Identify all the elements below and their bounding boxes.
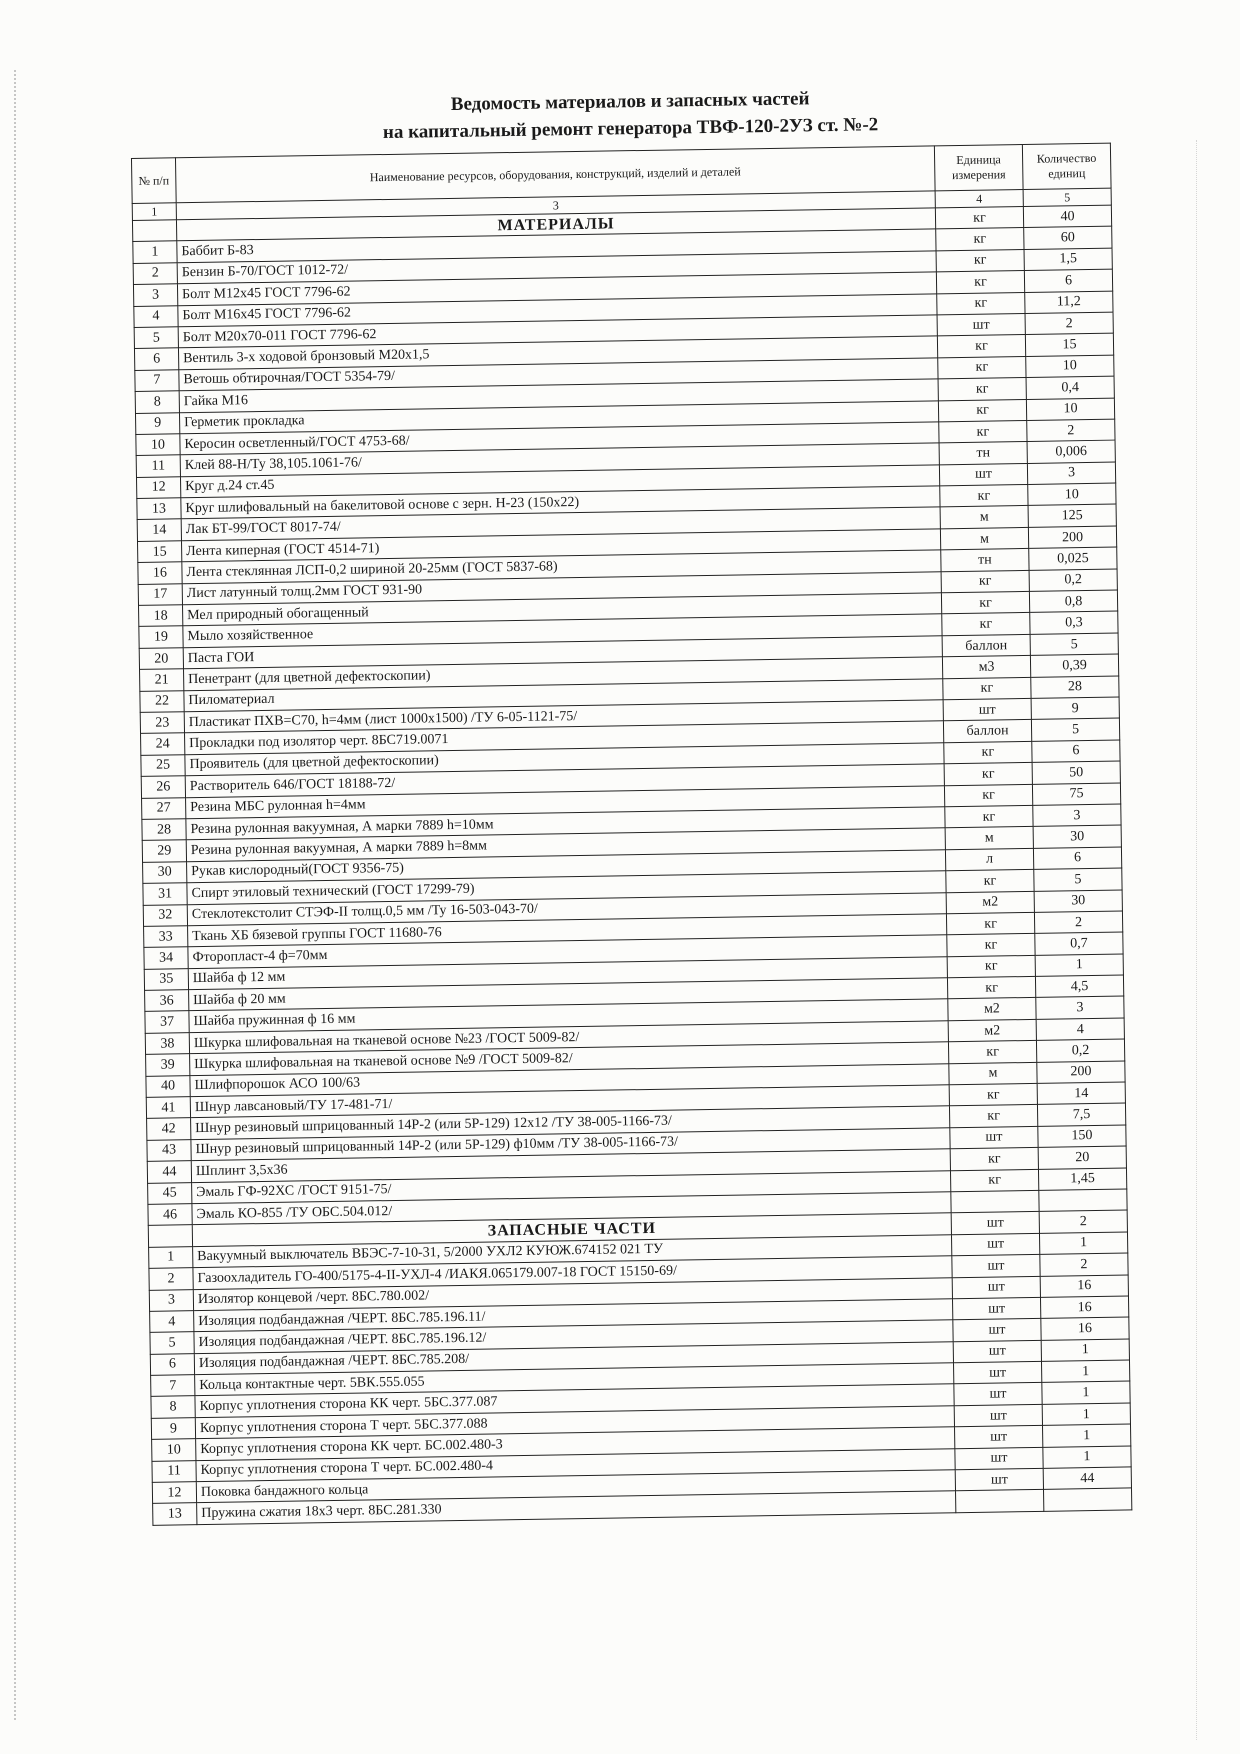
row-unit: шт xyxy=(953,1361,1041,1384)
row-number: 13 xyxy=(153,1503,197,1525)
row-unit: кг xyxy=(944,784,1032,807)
row-unit: кг xyxy=(949,1105,1037,1128)
row-number: 8 xyxy=(135,391,179,413)
row-quantity: 1 xyxy=(1042,1403,1130,1426)
section-qty: 40 xyxy=(1023,205,1111,228)
row-unit: кг xyxy=(938,399,1026,422)
row-number: 40 xyxy=(146,1075,190,1097)
row-name: Шкурка шлифовальная на тканевой основе №23 /ГОСТ 5009-82/ xyxy=(189,1021,948,1054)
row-name: Мыло хозяйственное xyxy=(183,614,942,647)
row-number: 23 xyxy=(140,712,184,734)
section-title: ЗАПАСНЫЕ ЧАСТИ xyxy=(192,1213,951,1246)
section-num-cell xyxy=(148,1225,192,1247)
row-name: Проявитель (для цветной дефектоскопии) xyxy=(185,743,944,776)
row-quantity: 16 xyxy=(1040,1274,1128,1297)
row-number: 2 xyxy=(133,263,177,285)
row-quantity: 60 xyxy=(1024,226,1112,249)
row-name: Корпус уплотнения сторона КК черт. БС.002.480-3 xyxy=(196,1427,955,1460)
row-number: 19 xyxy=(139,626,183,648)
row-quantity: 50 xyxy=(1032,761,1120,784)
row-quantity: 1 xyxy=(1039,1232,1127,1255)
row-name: Ткань ХБ бязевой группы ГОСТ 11680-76 xyxy=(188,914,947,947)
scan-edge-left xyxy=(14,70,20,1720)
row-quantity: 16 xyxy=(1041,1317,1129,1340)
row-name: Резина МБС рулонная h=4мм xyxy=(186,785,945,818)
row-unit: кг xyxy=(936,249,1024,272)
row-number: 12 xyxy=(136,476,180,498)
section-num-cell xyxy=(132,220,176,242)
row-name: Шкурка шлифовальная на тканевой основе №9 /ГОСТ 5009-82/ xyxy=(190,1042,949,1075)
row-unit: кг xyxy=(945,805,1033,828)
row-unit: м xyxy=(940,527,1028,550)
row-quantity: 75 xyxy=(1032,783,1120,806)
row-number: 16 xyxy=(138,562,182,584)
row-unit: м2 xyxy=(946,891,1034,914)
row-name: Лист латунный толщ.2мм ГОСТ 931-90 xyxy=(182,571,941,604)
row-unit: шт xyxy=(954,1383,1042,1406)
row-number: 5 xyxy=(150,1332,194,1354)
row-number: 33 xyxy=(144,926,188,948)
section-title: МАТЕРИАЛЫ xyxy=(176,208,935,241)
row-unit: шт xyxy=(952,1254,1040,1277)
row-unit: м3 xyxy=(942,656,1030,679)
row-unit: шт xyxy=(955,1426,1043,1449)
row-name: Мел природный обогащенный xyxy=(182,593,941,626)
row-name: Болт М20х70-011 ГОСТ 7796-62 xyxy=(178,315,937,348)
row-unit: кг xyxy=(937,292,1025,315)
header-name: Наименование ресурсов, оборудования, конструкций, изделий и деталей xyxy=(175,146,935,203)
row-number: 27 xyxy=(142,797,186,819)
row-name: Болт М16х45 ГОСТ 7796-62 xyxy=(178,293,937,326)
row-unit: кг xyxy=(949,1083,1037,1106)
row-number: 22 xyxy=(140,690,184,712)
row-name: Изолятор концевой /черт. 8БС.780.002/ xyxy=(193,1277,952,1310)
row-name: Вакуумный выключатель ВБЭС-7-10-31, 5/2000 УХЛ2 КУЮЖ.674152 021 ТУ xyxy=(193,1234,952,1267)
row-name: Пенетрант (для цветной дефектоскопии) xyxy=(184,657,943,690)
row-quantity: 1 xyxy=(1043,1446,1131,1469)
row-number: 36 xyxy=(145,990,189,1012)
row-number: 6 xyxy=(134,348,178,370)
document-sheet xyxy=(130,81,1132,1526)
row-unit: кг xyxy=(939,420,1027,443)
row-unit: шт xyxy=(951,1233,1039,1256)
row-number: 25 xyxy=(141,754,185,776)
row-number: 39 xyxy=(146,1054,190,1076)
row-quantity: 3 xyxy=(1036,996,1124,1019)
row-name: Шайба пружинная ф 16 мм xyxy=(189,999,948,1032)
row-name: Круг д.24 ст.45 xyxy=(180,465,939,498)
row-name: Кольца контактные черт. 5ВК.555.055 xyxy=(195,1363,954,1396)
row-quantity: 200 xyxy=(1037,1061,1125,1084)
row-name: Паста ГОИ xyxy=(183,636,942,669)
index-num: 1 xyxy=(132,203,176,221)
row-name: Корпус уплотнения сторона Т черт. БС.002.480-4 xyxy=(196,1448,955,1481)
row-name: Ветошь обтирочная/ГОСТ 5354-79/ xyxy=(179,358,938,391)
row-unit: шт xyxy=(954,1404,1042,1427)
row-quantity: 0,7 xyxy=(1035,932,1123,955)
row-name: Поковка бандажного кольца xyxy=(196,1470,955,1503)
row-quantity xyxy=(1044,1488,1132,1511)
header-qty: Количество единиц xyxy=(1022,143,1111,189)
row-quantity: 30 xyxy=(1033,825,1121,848)
row-unit xyxy=(951,1190,1039,1213)
row-name: Шлифпорошок АСО 100/63 xyxy=(190,1063,949,1096)
row-name: Лента киперная (ГОСТ 4514-71) xyxy=(181,529,940,562)
row-name: Стеклотекстолит СТЭФ-II толщ.0,5 мм /Ту 16-503-043-70/ xyxy=(187,892,946,925)
row-quantity: 125 xyxy=(1028,505,1116,528)
row-unit: кг xyxy=(940,485,1028,508)
row-unit: тн xyxy=(941,549,1029,572)
row-unit: кг xyxy=(947,976,1035,999)
row-unit: м2 xyxy=(948,998,1036,1021)
row-name: Шайба ф 20 мм xyxy=(189,978,948,1011)
row-quantity xyxy=(1039,1189,1127,1212)
scan-edge-right xyxy=(1196,140,1199,1740)
row-name: Шнур резиновый шприцованный 14Р-2 (или 5Р-129) ф10мм /ТУ 38-005-1166-73/ xyxy=(191,1128,950,1161)
row-quantity: 10 xyxy=(1028,483,1116,506)
row-number: 38 xyxy=(145,1033,189,1055)
row-quantity: 6 xyxy=(1032,740,1120,763)
row-unit: кг xyxy=(938,378,1026,401)
row-unit: шт xyxy=(955,1468,1043,1491)
row-name: Резина рулонная вакуумная, А марки 7889 h=10мм xyxy=(186,807,945,840)
row-quantity: 44 xyxy=(1043,1467,1131,1490)
row-number: 9 xyxy=(151,1418,195,1440)
row-unit: кг xyxy=(938,356,1026,379)
row-number: 4 xyxy=(150,1311,194,1333)
row-number: 3 xyxy=(149,1289,193,1311)
row-unit: шт xyxy=(953,1340,1041,1363)
header-num: № п/п xyxy=(131,158,176,204)
row-unit: кг xyxy=(950,1169,1038,1192)
row-name: Баббит Б-83 xyxy=(177,229,936,262)
row-unit: кг xyxy=(944,763,1032,786)
row-unit: шт xyxy=(952,1276,1040,1299)
row-quantity: 200 xyxy=(1028,526,1116,549)
row-number: 14 xyxy=(137,519,181,541)
row-unit: шт xyxy=(939,463,1027,486)
row-quantity: 6 xyxy=(1033,847,1121,870)
row-quantity: 14 xyxy=(1037,1082,1125,1105)
row-number: 1 xyxy=(149,1246,193,1268)
row-number: 44 xyxy=(147,1161,191,1183)
row-unit: кг xyxy=(941,591,1029,614)
row-quantity: 0,4 xyxy=(1026,376,1114,399)
table-body xyxy=(132,205,1131,1525)
section-qty: 2 xyxy=(1039,1210,1127,1233)
row-name: Шнур лавсановый/ТУ 17-481-71/ xyxy=(190,1085,949,1118)
row-number: 1 xyxy=(133,241,177,263)
row-name: Бензин Б-70/ГОСТ 1012-72/ xyxy=(177,251,936,284)
row-name: Растворитель 646/ГОСТ 18188-72/ xyxy=(185,764,944,797)
row-name: Пластикат ПХВ=С70, h=4мм (лист 1000х1500) /ТУ 6-05-1121-75/ xyxy=(184,700,943,733)
row-number: 2 xyxy=(149,1268,193,1290)
row-quantity: 10 xyxy=(1026,398,1114,421)
row-name: Лак БТ-99/ГОСТ 8017-74/ xyxy=(181,507,940,540)
row-number: 45 xyxy=(148,1182,192,1204)
row-number: 20 xyxy=(139,648,183,670)
row-quantity: 5 xyxy=(1030,633,1118,656)
row-number: 29 xyxy=(142,840,186,862)
row-name: Изоляция подбандажная /ЧЕРТ. 8БС.785.208/ xyxy=(194,1341,953,1374)
row-unit: шт xyxy=(953,1319,1041,1342)
row-quantity: 2 xyxy=(1025,312,1113,335)
row-unit: баллон xyxy=(942,634,1030,657)
header-unit: Единица измерения xyxy=(934,144,1023,190)
row-unit: кг xyxy=(937,335,1025,358)
row-number: 31 xyxy=(143,883,187,905)
row-unit: кг xyxy=(936,228,1024,251)
row-name: Керосин осветленный/ГОСТ 4753-68/ xyxy=(180,422,939,455)
row-name: Герметик прокладка xyxy=(179,400,938,433)
row-unit: м xyxy=(940,506,1028,529)
row-quantity: 7,5 xyxy=(1037,1103,1125,1126)
row-number: 11 xyxy=(136,455,180,477)
row-unit: шт xyxy=(955,1447,1043,1470)
row-number: 4 xyxy=(134,305,178,327)
row-quantity: 0,39 xyxy=(1030,654,1118,677)
row-quantity: 1 xyxy=(1041,1360,1129,1383)
row-unit: кг xyxy=(946,870,1034,893)
row-quantity: 3 xyxy=(1027,462,1115,485)
row-unit: тн xyxy=(939,442,1027,465)
row-quantity: 5 xyxy=(1031,718,1119,741)
row-quantity: 1,5 xyxy=(1024,248,1112,271)
row-number: 10 xyxy=(136,434,180,456)
row-quantity: 3 xyxy=(1033,804,1121,827)
row-name: Корпус уплотнения сторона КК черт. 5БС.377.087 xyxy=(195,1384,954,1417)
materials-table xyxy=(131,143,1132,1526)
index-unit: 4 xyxy=(935,189,1023,207)
row-name: Газоохладитель ГО-400/5175-4-II-УХЛ-4 /ИАКЯ.065179.007-18 ГОСТ 15150-69/ xyxy=(193,1256,952,1289)
row-number: 32 xyxy=(143,904,187,926)
row-unit xyxy=(956,1490,1044,1513)
row-quantity: 2 xyxy=(1034,911,1122,934)
row-unit: м xyxy=(945,827,1033,850)
row-unit: м2 xyxy=(948,1019,1036,1042)
row-quantity: 6 xyxy=(1024,269,1112,292)
row-number: 15 xyxy=(137,541,181,563)
row-name: Пиломатериал xyxy=(184,678,943,711)
row-number: 13 xyxy=(137,498,181,520)
row-quantity: 0,025 xyxy=(1029,547,1117,570)
row-name: Фторопласт-4 ф=70мм xyxy=(188,935,947,968)
row-name: Шайба ф 12 мм xyxy=(188,956,947,989)
row-quantity: 10 xyxy=(1026,355,1114,378)
row-name: Спирт этиловый технический (ГОСТ 17299-79) xyxy=(187,871,946,904)
row-name: Изоляция подбандажная /ЧЕРТ. 8БС.785.196.12/ xyxy=(194,1320,953,1353)
row-name: Вентиль 3-х ходовой бронзовый М20х1,5 xyxy=(178,336,937,369)
row-quantity: 1 xyxy=(1042,1424,1130,1447)
row-name: Прокладки под изолятор черт. 8БС719.0071 xyxy=(185,721,944,754)
row-quantity: 0,3 xyxy=(1030,611,1118,634)
row-number: 7 xyxy=(135,370,179,392)
row-quantity: 2 xyxy=(1040,1253,1128,1276)
row-name: Шнур резиновый шприцованный 14Р-2 (или 5Р-129) 12х12 /ТУ 38-005-1166-73/ xyxy=(191,1106,950,1139)
row-unit: кг xyxy=(943,677,1031,700)
row-quantity: 1 xyxy=(1035,954,1123,977)
row-number: 43 xyxy=(147,1139,191,1161)
row-number: 30 xyxy=(143,861,187,883)
row-unit: кг xyxy=(950,1148,1038,1171)
row-number: 5 xyxy=(134,327,178,349)
row-quantity: 2 xyxy=(1027,419,1115,442)
row-number: 35 xyxy=(144,968,188,990)
row-unit: шт xyxy=(950,1126,1038,1149)
title-line-2: на капитальный ремонт генератора ТВФ-120-2УЗ ст. №-2 xyxy=(382,114,879,144)
row-quantity: 28 xyxy=(1031,676,1119,699)
row-number: 46 xyxy=(148,1204,192,1226)
row-name: Шплинт 3,5х36 xyxy=(191,1149,950,1182)
row-quantity: 15 xyxy=(1025,333,1113,356)
row-quantity: 1 xyxy=(1041,1339,1129,1362)
row-number: 34 xyxy=(144,947,188,969)
index-name: 3 xyxy=(176,191,935,220)
row-number: 12 xyxy=(152,1482,196,1504)
title-line-1: Ведомость материалов и запасных частей xyxy=(450,88,810,115)
row-unit: кг xyxy=(942,613,1030,636)
row-quantity: 16 xyxy=(1040,1296,1128,1319)
row-unit: кг xyxy=(946,912,1034,935)
index-qty: 5 xyxy=(1023,188,1111,206)
row-number: 41 xyxy=(146,1097,190,1119)
row-quantity: 1,45 xyxy=(1038,1168,1126,1191)
row-name: Пружина сжатия 18х3 черт. 8БС.281.330 xyxy=(197,1491,956,1524)
row-quantity: 0,2 xyxy=(1029,569,1117,592)
row-number: 28 xyxy=(142,819,186,841)
row-quantity: 1 xyxy=(1042,1381,1130,1404)
row-quantity: 4,5 xyxy=(1035,975,1123,998)
row-number: 9 xyxy=(135,412,179,434)
row-quantity: 30 xyxy=(1034,890,1122,913)
row-number: 7 xyxy=(151,1375,195,1397)
row-number: 3 xyxy=(133,284,177,306)
row-name: Болт М12х45 ГОСТ 7796-62 xyxy=(177,272,936,305)
row-name: Круг шлифовальный на бакелитовой основе с зерн. Н-23 (150х22) xyxy=(181,486,940,519)
row-name: Рукав кислородный(ГОСТ 9356-75) xyxy=(187,850,946,883)
row-quantity: 5 xyxy=(1034,868,1122,891)
row-quantity: 11,2 xyxy=(1025,291,1113,314)
row-unit: баллон xyxy=(943,720,1031,743)
row-number: 26 xyxy=(141,776,185,798)
row-name: Корпус уплотнения сторона Т черт. 5БС.377.088 xyxy=(195,1406,954,1439)
row-unit: кг xyxy=(941,570,1029,593)
row-name: Резина рулонная вакуумная, А марки 7889 h=8мм xyxy=(186,828,945,861)
row-name: Эмаль ГФ-92ХС /ГОСТ 9151-75/ xyxy=(192,1170,951,1203)
row-number: 10 xyxy=(152,1439,196,1461)
row-number: 24 xyxy=(141,733,185,755)
row-number: 18 xyxy=(139,605,183,627)
row-unit: м xyxy=(949,1062,1037,1085)
row-unit: кг xyxy=(947,955,1035,978)
row-number: 42 xyxy=(147,1118,191,1140)
row-name: Гайка М16 xyxy=(179,379,938,412)
row-name: Изоляция подбандажная /ЧЕРТ. 8БС.785.196.11/ xyxy=(194,1299,953,1332)
row-name: Лента стеклянная ЛСП-0,2 шириной 20-25мм (ГОСТ 5837-68) xyxy=(182,550,941,583)
row-number: 21 xyxy=(140,669,184,691)
row-number: 8 xyxy=(151,1396,195,1418)
row-quantity: 20 xyxy=(1038,1146,1126,1169)
row-quantity: 9 xyxy=(1031,697,1119,720)
section-unit: шт xyxy=(951,1212,1039,1235)
row-unit: кг xyxy=(947,934,1035,957)
row-quantity: 0,2 xyxy=(1036,1039,1124,1062)
row-number: 11 xyxy=(152,1460,196,1482)
row-unit: шт xyxy=(937,313,1025,336)
row-name: Клей 88-Н/Ту 38,105.1061-76/ xyxy=(180,443,939,476)
row-unit: кг xyxy=(936,271,1024,294)
row-unit: шт xyxy=(952,1297,1040,1320)
row-quantity: 0,8 xyxy=(1029,590,1117,613)
row-quantity: 4 xyxy=(1036,1018,1124,1041)
row-quantity: 150 xyxy=(1038,1125,1126,1148)
row-unit: л xyxy=(945,848,1033,871)
row-quantity: 0,006 xyxy=(1027,440,1115,463)
row-number: 17 xyxy=(138,583,182,605)
row-number: 6 xyxy=(150,1353,194,1375)
row-unit: кг xyxy=(948,1041,1036,1064)
row-number: 37 xyxy=(145,1011,189,1033)
row-unit: кг xyxy=(944,741,1032,764)
row-name: Эмаль КО-855 /ТУ ОБС.504.012/ xyxy=(192,1192,951,1225)
document-title xyxy=(130,81,1111,150)
row-unit: шт xyxy=(943,698,1031,721)
section-unit: кг xyxy=(935,206,1023,229)
